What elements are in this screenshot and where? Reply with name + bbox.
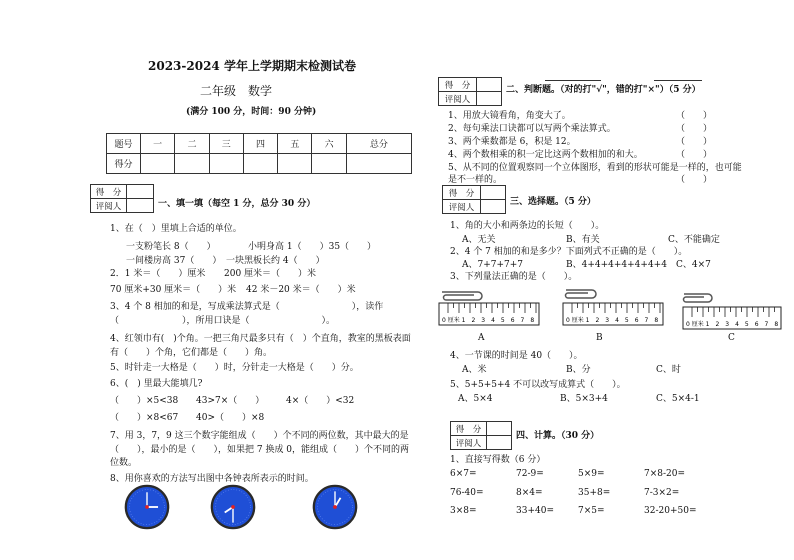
ruler-option-c[interactable]: C [728,333,735,343]
grader-reviewer-label: 评阅人 [443,200,481,214]
grader-score-cell[interactable] [127,185,154,199]
q1-text: 1、在（ ）里填上合适的单位。 [110,224,242,234]
section3-title: 三、选择题。（5 分） [510,197,596,207]
grader-score-label: 得 分 [443,186,481,200]
score-head: 六 [312,134,346,154]
choice-q5: 5、5+5+5+4 不可以改写成算式（ ）。 [450,380,626,390]
choice-q4-opt[interactable]: C、时 [656,365,681,375]
grader-box-1 [90,184,154,213]
score-head: 题号 [107,134,141,154]
q1a-text: 一支粉笔长 8（ ） [126,242,216,252]
section1-title: 一、填一填（每空 1 分，总分 30 分） [158,199,316,209]
q5-text: 5、时针走一大格是（ ）时，分针走一大格是（ ）分。 [110,363,359,373]
calc-item[interactable]: 7×5= [578,506,605,516]
judge-paren[interactable]: （ ） [676,150,713,160]
judge-item-5: 5、从不同的位置观察同一个立体图形，看到的形状可能是一样的，也可能 [448,163,742,173]
q1c-text: 一间楼房高 37（ ） [126,256,222,266]
grader-box-4 [450,421,512,450]
q4a-text: 4、红领巾有( )个角。一把三角尺最多只有（ ）个直角，教室的黑板表面 [110,334,411,344]
q6a-text: （ ）×5<38 [110,396,179,406]
section4-title: 四、计算。（30 分） [516,431,600,441]
judge-paren[interactable]: （ ） [676,175,713,185]
ruler-option-a[interactable]: A [478,333,485,343]
clock-icon [312,484,358,530]
grader-score-label: 得 分 [451,422,487,436]
calc-item[interactable]: 8×4= [516,488,543,498]
ruler-option-b[interactable]: B [596,333,603,343]
score-cell[interactable] [312,154,346,174]
q4b-text: 有（ ）个角，它们都是（ ）角。 [110,348,273,358]
grader-score-cell[interactable] [477,78,502,92]
section2-title: 二、判断题。（对的打"√"，错的打"×"）（5 分） [506,85,701,95]
choice-q2-opt[interactable]: B、4+4+4+4+4+4+4 [566,260,667,270]
calc-item[interactable]: 33+40= [516,506,554,516]
score-head: 一 [141,134,175,154]
page-title: 2023-2024 学年上学期期末检测试卷 [148,59,356,73]
choice-q5-opt[interactable]: A、5×4 [458,394,493,404]
clock-icon [124,484,170,530]
choice-q1-opt[interactable]: C、不能确定 [668,235,720,245]
calc-item[interactable]: 7×8-20= [644,469,686,479]
calc-item[interactable]: 35+8= [578,488,611,498]
ruler-label: 0 厘米 1 2 3 4 5 6 7 8 [686,321,779,328]
judge-item-3: 3、两个乘数都是 6，积是 12。 [448,137,576,147]
ruler-label: 0 厘米 1 2 3 4 5 6 7 8 [442,317,535,324]
choice-q5-opt[interactable]: C、5×4-1 [656,394,700,404]
choice-q2: 2、4 个 7 相加的和是多少？下面列式不正确的是（ ）。 [450,247,688,257]
score-cell[interactable] [209,154,243,174]
q8-text: 8、用你喜欢的方法写出图中各钟表所表示的时间。 [110,474,314,484]
grader-score-label: 得 分 [91,185,127,199]
q2b-text: 200 厘米＝（ ）米 [224,269,317,279]
q7a-text: 7、用 3，7，9 这三个数字能组成（ ）个不同的两位数，其中最大的是 [110,431,409,441]
q7b-text: （ ），最小的是（ ），如果把 7 换成 0，能组成（ ）个不同的两 [110,445,410,455]
q6d-text: （ ）×8<67 [110,413,179,423]
paperclip-icon [566,290,596,298]
score-cell[interactable] [278,154,312,174]
choice-q5-opt[interactable]: B、5×3+4 [560,394,608,404]
exam-info: (满分 100 分，时间：90 分钟) [186,107,317,117]
judge-paren[interactable]: （ ） [676,111,713,121]
q2a-text: 2．1 米＝（ ）厘米 [110,269,206,279]
judge-item-4: 4、两个数相乘的积一定比这两个数相加的和大。 [448,150,643,160]
score-head: 二 [175,134,209,154]
score-cell[interactable] [141,154,175,174]
q6e-text: 40>（ ）×8 [196,413,265,423]
choice-q4-opt[interactable]: B、分 [566,365,591,375]
judge-item-2: 2、每句乘法口诀都可以写两个乘法算式。 [448,124,616,134]
judge-item-1: 1、用放大镜看角，角变大了。 [448,111,571,121]
ruler-label: 0 厘米 1 2 3 4 5 6 7 8 [566,317,659,324]
grader-box-2 [438,77,502,106]
score-head: 四 [243,134,277,154]
clock-icon [210,484,256,530]
grader-score-cell[interactable] [487,422,512,436]
q2d-text: 42 米－20 米＝（ ）米 [246,285,356,295]
score-head: 五 [278,134,312,154]
choice-q4: 4、一节课的时间是 40（ ）。 [450,351,583,361]
score-head: 三 [209,134,243,154]
choice-q2-opt[interactable]: C、4×7 [676,260,711,270]
score-cell[interactable] [175,154,209,174]
grader-score-label: 得 分 [439,78,477,92]
q7c-text: 位数。 [110,458,138,468]
q2c-text: 70 厘米+30 厘米＝（ ）米 [110,285,237,295]
paperclip-icon [442,292,482,300]
judge-paren[interactable]: （ ） [676,124,713,134]
calc-item[interactable]: 7-3×2= [644,488,680,498]
q1b-text: 小明身高 1（ ）35（ ） [248,242,377,252]
q6b-text: 43>7×（ ） [196,396,265,406]
grader-reviewer-cell[interactable] [487,436,512,450]
calc-item[interactable]: 32-20+50= [644,506,697,516]
grader-reviewer-cell[interactable] [481,200,506,214]
choice-q2-opt[interactable]: A、7+7+7+7 [462,260,524,270]
score-cell[interactable] [243,154,277,174]
grader-reviewer-cell[interactable] [127,199,154,213]
grader-box-3 [442,185,506,214]
choice-q4-opt[interactable]: A、米 [462,365,487,375]
score-row-label: 得分 [107,154,141,174]
header-line [654,80,702,81]
choice-q1-opt[interactable]: A、无关 [462,235,496,245]
grader-reviewer-label: 评阅人 [451,436,487,450]
calc-item[interactable]: 6×7= [450,469,477,479]
judge-paren[interactable]: （ ） [676,137,713,147]
q3b-text: （ ），所用口诀是（ ）。 [110,316,336,326]
calc-item[interactable]: 76-40= [450,488,484,498]
grader-score-cell[interactable] [481,186,506,200]
score-head: 总分 [346,134,411,154]
calc-q1: 1、直接写得数（6 分） [450,455,546,465]
score-cell[interactable] [346,154,411,174]
q6-text: 6、( ) 里最大能填几? [110,379,203,389]
choice-q1-opt[interactable]: B、有关 [566,235,600,245]
grader-reviewer-label: 评阅人 [439,92,477,106]
q3a-text: 3、4 个 8 相加的和是，写成乘法算式是（ ），读作 [110,302,384,312]
calc-item[interactable]: 5×9= [578,469,605,479]
calc-item[interactable]: 72-9= [516,469,544,479]
grader-reviewer-label: 评阅人 [91,199,127,213]
header-line [545,80,601,81]
choice-q3: 3、下列量法正确的是（ ）。 [450,272,578,282]
page-subtitle: 二年级 数学 [200,84,273,98]
calc-item[interactable]: 3×8= [450,506,477,516]
q6c-text: 4×（ ）<32 [286,396,355,406]
choice-q1: 1、角的大小和两条边的长短（ ）。 [450,221,605,231]
ruler-a[interactable] [438,284,540,328]
judge-item-5-cont: 是不一样的。 [448,175,503,185]
ruler-b[interactable] [562,284,664,328]
grader-reviewer-cell[interactable] [477,92,502,106]
q1d-text: 一块黑板长约 4（ ） [226,256,325,266]
ruler-c[interactable] [682,288,782,332]
score-table [106,133,412,174]
paperclip-icon [684,294,712,302]
